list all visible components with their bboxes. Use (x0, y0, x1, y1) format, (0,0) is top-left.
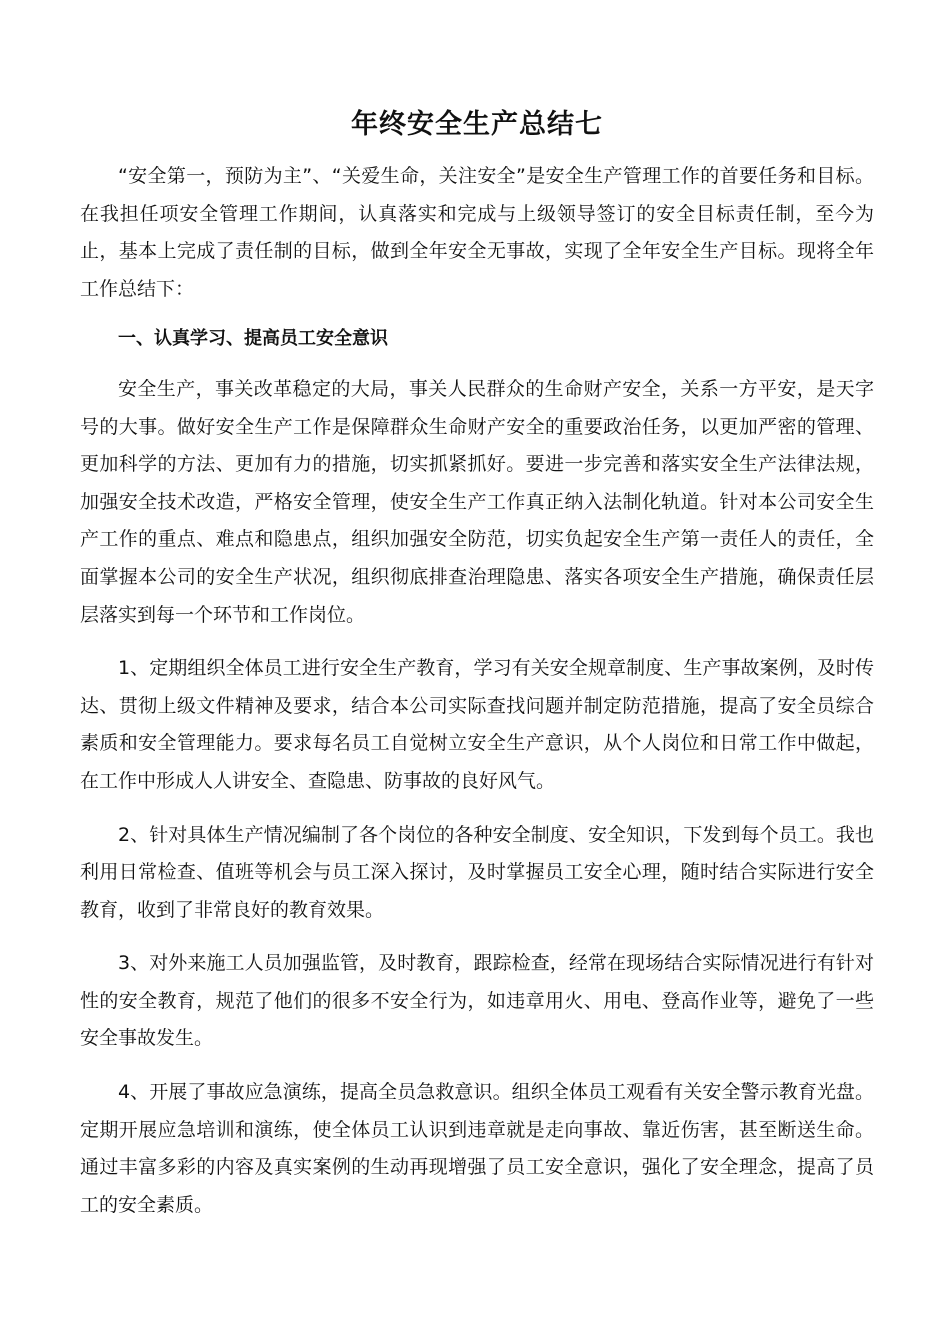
item-paragraph-3: 3、对外来施工人员加强监管，及时教育，跟踪检查，经常在现场结合实际情况进行有针对性的安全教育，规范了他们的很多不安全行为，如违章用火、用电、登高作业等，避免了一些安全事故发生。 (80, 952, 874, 1050)
document-title: 年终安全生产总结七 (351, 109, 603, 140)
item-paragraph-1: 1、定期组织全体员工进行安全生产教育，学习有关安全规章制度、生产事故案例，及时传达、贯彻上级文件精神及要求，结合本公司实际查找问题并制定防范措施，提高了安全员综合素质和安全管理能力。要求每名员工自觉树立安全生产意识，从个人岗位和日常工作中做起，在工作中形成人人讲安全、查隐患、防事故的良好风气。 (80, 657, 874, 792)
item-paragraph-4: 4、开展了事故应急演练，提高全员急救意识。组织全体员工观看有关安全警示教育光盘。定期开展应急培训和演练，使全体员工认识到违章就是走向事故、靠近伤害，甚至断送生命。通过丰富多彩的内容及真实案例的生动再现增强了员工安全意识，强化了安全理念，提高了员工的安全素质。 (80, 1081, 874, 1216)
section-heading: 一、认真学习、提高员工安全意识 (118, 328, 388, 350)
document-page (80, 100, 874, 1224)
intro-paragraph: “安全第一，预防为主”、“关爱生命，关注安全”是安全生产管理工作的首要任务和目标。在我担任项安全管理工作期间，认真落实和完成与上级领导签订的安全目标责任制，至今为止，基本上完成了责任制的目标，做到全年安全无事故，实现了全年安全生产目标。现将全年工作总结下： (80, 165, 874, 300)
section-body-paragraph: 安全生产，事关改革稳定的大局，事关人民群众的生命财产安全，关系一方平安，是天字号的大事。做好安全生产工作是保障群众生命财产安全的重要政治任务，以更加严密的管理、更加科学的方法、更加有力的措施，切实抓紧抓好。要进一步完善和落实安全生产法律法规，加强安全技术改造，严格安全管理，使安全生产工作真正纳入法制化轨道。针对本公司安全生产工作的重点、难点和隐患点，组织加强安全防范，切实负起安全生产第一责任人的责任，全面掌握本公司的安全生产状况，组织彻底排查治理隐患、落实各项安全生产措施，确保责任层层落实到每一个环节和工作岗位。 (80, 377, 874, 626)
item-paragraph-2: 2、针对具体生产情况编制了各个岗位的各种安全制度、安全知识，下发到每个员工。我也利用日常检查、值班等机会与员工深入探讨，及时掌握员工安全心理，随时结合实际进行安全教育，收到了非常良好的教育效果。 (80, 823, 874, 921)
